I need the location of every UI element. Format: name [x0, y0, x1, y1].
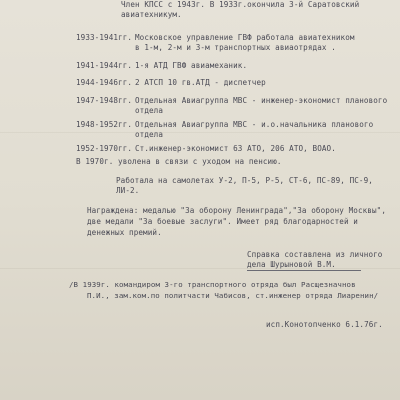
executor-signature: исп.Конотопченко 6.1.76г.: [266, 320, 383, 329]
aircraft-line-1: Работала на самолетах У-2, П-5, Р-5, СТ-6, ПС-89, ПС-9,: [116, 176, 373, 185]
reference-line-2: дела Шурыновой В.М.: [247, 260, 336, 269]
career-year-2: 1941-1944гг.: [76, 61, 133, 70]
note-line-1: /В 1939г. командиром 3-го транспортного отряда был Расщезначнов: [69, 280, 356, 289]
career-text-1a: Московское управление ГВФ работала авиатехником: [135, 33, 355, 42]
header-line-2: авиатехникум.: [121, 10, 182, 19]
career-year-6: 1952-1970гг.: [76, 144, 133, 153]
awards-line-3: денежных премий.: [87, 228, 162, 237]
note-line-2: П.И., зам.ком.по политчасти Чабисов, ст.инженер отряда Лиаренин/: [87, 291, 379, 300]
career-year-5: 1948-1952гг.: [76, 120, 133, 129]
career-text-5a: Отдельная Авиагруппа МВС - и.о.начальника планового: [135, 120, 374, 129]
retired-text: В 1970г. уволена в связи с уходом на пенсию.: [76, 157, 282, 166]
career-text-3a: 2 АТСП 10 гв.АТД - диспетчер: [135, 78, 266, 87]
career-text-1b: в 1-м, 2-м и 3-м транспортных авиаотрядах .: [135, 43, 336, 52]
paper-crease: [0, 268, 400, 269]
career-text-4b: отдела: [135, 106, 164, 115]
career-year-1: 1933-1941гг.: [76, 33, 133, 42]
career-text-5b: отдела: [135, 130, 164, 139]
awards-line-1: Награждена: медалью "За оборону Ленинграда","За оборону Москвы",: [87, 206, 386, 215]
paper-crease: [0, 132, 400, 133]
career-text-2a: 1-я АТД ГВФ авиамеханик.: [135, 61, 248, 70]
career-year-4: 1947-1948гг.: [76, 96, 133, 105]
awards-line-2: две медали "За боевые заслуги". Имеет ряд благодарностей и: [87, 217, 358, 226]
career-text-4a: Отдельная Авиагруппа МВС - инженер-экономист планового: [135, 96, 388, 105]
aircraft-line-2: ЛИ-2.: [116, 186, 140, 195]
reference-underline: [247, 270, 361, 271]
career-text-6a: Ст.инженер-экономист 63 АТО, 206 АТО, ВОАО.: [135, 144, 336, 153]
header-line-1: Член КПСС с 1943г. В 1933г.окончила 3-й Саратовский: [121, 0, 360, 9]
reference-line-1: Справка составлена из личного: [247, 250, 383, 259]
career-year-3: 1944-1946гг.: [76, 78, 133, 87]
